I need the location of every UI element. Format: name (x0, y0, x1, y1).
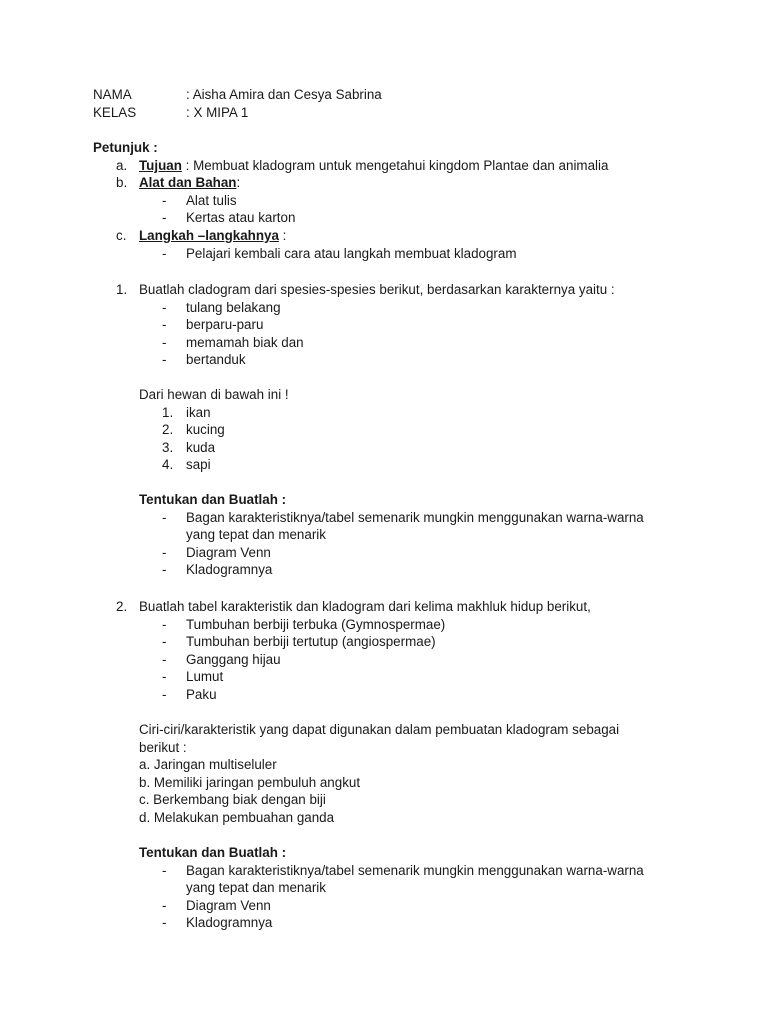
dash: - (162, 915, 167, 931)
criteria-intro-row (0, 739, 768, 757)
dash: - (162, 210, 167, 226)
animal-name: kucing (186, 422, 225, 438)
dash: - (162, 317, 167, 333)
dash: - (162, 634, 167, 650)
alat-item-text: Kertas atau karton (186, 210, 296, 226)
trait-item (0, 299, 768, 317)
organism-text: Tumbuhan berbiji terbuka (Gymnospermae) (186, 616, 446, 632)
soal-1-tasks (0, 491, 768, 579)
criteria-text: b. Memiliki jaringan pembuluh angkut (139, 774, 361, 790)
nama-value: : Aisha Amira dan Cesya Sabrina (186, 87, 382, 102)
animal-item (0, 456, 768, 474)
soal-1-text: Buatlah cladogram dari spesies-spesies berikut, berdasarkan karakternya yaitu : (139, 282, 615, 297)
dash: - (162, 192, 167, 208)
nama-row (0, 86, 768, 104)
task-item-continued (0, 526, 768, 544)
trait-item (0, 351, 768, 369)
tujuan-text: : Membuat kladogram untuk mengetahui kingdom Plantae dan animalia (181, 157, 609, 173)
dash: - (162, 616, 167, 632)
task-text: yang tepat dan menarik (186, 880, 326, 896)
soal-2-tasks (0, 844, 768, 932)
animal-marker: 2. (162, 422, 174, 438)
dash: - (162, 334, 167, 350)
animals-intro: Dari hewan di bawah ini ! (139, 387, 289, 402)
soal-2-question (0, 598, 768, 616)
kelas-row (0, 104, 768, 122)
organism-item (0, 633, 768, 651)
dash: - (162, 686, 167, 702)
alat-item (0, 192, 768, 210)
criteria-item (0, 791, 768, 809)
kelas-value: : X MIPA 1 (186, 104, 249, 120)
petunjuk-title: Petunjuk : (93, 140, 158, 155)
criteria-item (0, 809, 768, 827)
animal-marker: 3. (162, 439, 174, 455)
alat-row (0, 174, 768, 192)
task-title-row (0, 844, 768, 862)
petunjuk-title-row (0, 139, 768, 157)
dash: - (162, 245, 167, 261)
tujuan-marker: a. (116, 157, 128, 173)
soal-1 (0, 281, 768, 369)
animal-item (0, 404, 768, 422)
dash: - (162, 299, 167, 315)
task-item (0, 897, 768, 915)
task-item (0, 509, 768, 527)
criteria-item (0, 774, 768, 792)
organism-text: Paku (186, 686, 217, 702)
alat-text: : (236, 175, 241, 191)
organism-item (0, 686, 768, 704)
criteria-intro: Ciri-ciri/karakteristik yang dapat digunakan dalam pembuatan kladogram sebagai (139, 722, 620, 737)
trait-text: memamah biak dan (186, 334, 304, 350)
task-text: yang tepat dan menarik (186, 527, 326, 543)
trait-item (0, 316, 768, 334)
langkah-label: Langkah –langkahnya (139, 227, 279, 243)
task-text: Diagram Venn (186, 544, 271, 560)
trait-text: tulang belakang (186, 299, 281, 315)
task-title: Tentukan dan Buatlah : (139, 492, 287, 507)
student-info (0, 86, 768, 121)
dash: - (162, 544, 167, 560)
soal-2-text: Buatlah tabel karakteristik dan kladogram dari kelima makhluk hidup berikut, (139, 599, 591, 614)
task-title: Tentukan dan Buatlah : (139, 845, 287, 860)
trait-item (0, 334, 768, 352)
task-text: Bagan karakteristiknya/tabel semenarik mungkin menggunakan warna-warna (186, 509, 644, 525)
trait-text: berparu-paru (186, 317, 264, 333)
task-item (0, 544, 768, 562)
organism-text: Tumbuhan berbiji tertutup (angiospermae) (186, 634, 436, 650)
petunjuk-section (0, 139, 768, 262)
task-title-row (0, 491, 768, 509)
tujuan-row (0, 157, 768, 175)
animals-block (0, 386, 768, 474)
langkah-text: : (278, 227, 287, 243)
task-item (0, 862, 768, 880)
trait-text: bertanduk (186, 352, 246, 368)
alat-item-text: Alat tulis (186, 192, 237, 208)
dash: - (162, 352, 167, 368)
dash: - (162, 897, 167, 913)
tujuan-label: Tujuan (139, 157, 182, 173)
alat-marker: b. (116, 175, 128, 191)
kelas-label: KELAS (93, 104, 137, 120)
langkah-item-text: Pelajari kembali cara atau langkah membuat kladogram (186, 245, 517, 261)
animal-item (0, 439, 768, 457)
langkah-item (0, 245, 768, 263)
langkah-row (0, 227, 768, 245)
criteria-text: d. Melakukan pembuahan ganda (139, 809, 335, 825)
criteria-intro-row (0, 721, 768, 739)
organism-text: Lumut (186, 669, 224, 685)
animal-name: kuda (186, 439, 216, 455)
criteria-item (0, 756, 768, 774)
dash: - (162, 669, 167, 685)
organism-item (0, 616, 768, 634)
alat-label: Alat dan Bahan (139, 175, 237, 191)
animal-marker: 1. (162, 404, 174, 420)
soal-2-marker: 2. (116, 599, 128, 614)
task-text: Kladogramnya (186, 915, 273, 931)
dash: - (162, 862, 167, 878)
dash: - (162, 562, 167, 578)
criteria-text: c. Berkembang biak dengan biji (139, 792, 326, 808)
dash: - (162, 651, 167, 667)
animal-name: ikan (186, 404, 211, 420)
task-item (0, 914, 768, 932)
criteria-block (0, 721, 768, 827)
criteria-intro: berikut : (139, 739, 187, 755)
task-text: Diagram Venn (186, 897, 271, 913)
organism-item (0, 668, 768, 686)
task-item (0, 561, 768, 579)
animal-marker: 4. (162, 457, 174, 473)
animals-intro-row (0, 386, 768, 404)
task-item-continued (0, 879, 768, 897)
animal-item (0, 421, 768, 439)
organism-item (0, 651, 768, 669)
organism-text: Ganggang hijau (186, 651, 281, 667)
alat-item (0, 209, 768, 227)
soal-2 (0, 598, 768, 704)
dash: - (162, 509, 167, 525)
soal-1-question (0, 281, 768, 299)
nama-label: NAMA (93, 87, 132, 102)
task-text: Kladogramnya (186, 562, 273, 578)
task-text: Bagan karakteristiknya/tabel semenarik mungkin menggunakan warna-warna (186, 862, 644, 878)
animal-name: sapi (186, 457, 211, 473)
langkah-marker: c. (116, 227, 127, 243)
soal-1-marker: 1. (116, 282, 128, 297)
criteria-text: a. Jaringan multiseluler (139, 757, 277, 773)
